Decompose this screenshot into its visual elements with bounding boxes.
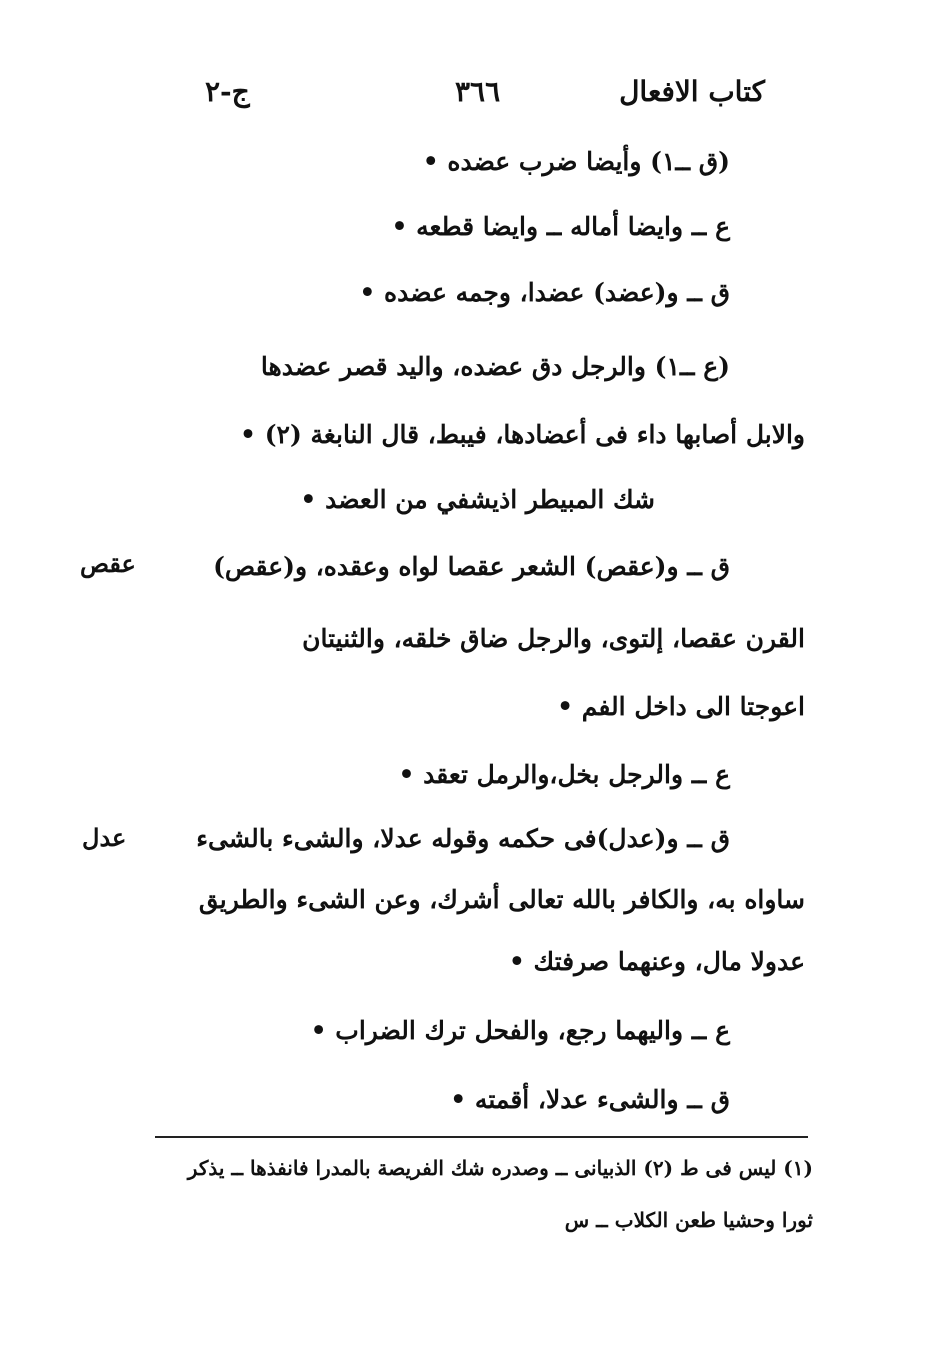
text-line-7: ق ــ و(عقص) الشعر عقصا لواه وعقده، و(عقص) [213,552,730,581]
footnote-divider [155,1136,808,1138]
text-line-8: القرن عقصا، إلتوى، والرجل ضاق خلقه، والثنيتان [302,624,805,653]
text-line-13: عدولا مال، وعنهما صرفتك • [508,947,805,976]
text-line-10: ع ــ والرجل بخل،والرمل تعقد • [398,760,730,789]
text-line-14: ع ــ واليهما رجع، والفحل ترك الضراب • [310,1016,730,1045]
text-line-2: ع ــ وايضا أماله ــ وايضا قطعه • [391,212,730,241]
volume-label: ج-٢ [205,75,250,108]
book-title: كتاب الافعال [619,75,765,108]
text-line-6: شك المبيطر اذيشفي من العضد • [300,485,655,514]
text-line-11: ق ــ و(عدل)فى حكمه وقوله عدلا، والشىء بالشىء [196,824,730,853]
text-line-5: والابل أصابها داء فى أعضادها، فيبط، قال النابغة (٢) • [240,420,805,449]
footnote-line-1: (١) ليس فى ط (٢) الذبيانى ــ وصدره شك الفريصة بالمدرا فانفذها ــ يذكر [187,1156,813,1180]
margin-note-adl: عدل [82,823,127,852]
text-line-1: (ق ــ١) وأيضا ضرب عضده • [422,147,730,176]
text-line-3: ق ــ و(عضد) عضدا، وجمه عضده • [359,278,730,307]
footnote-line-2: ثورا وحشيا طعن الكلاب ــ س [564,1208,813,1232]
text-line-9: اعوجتا الى داخل الفم • [557,692,805,721]
page-number: ٣٦٦ [455,75,501,108]
text-line-15: ق ــ والشىء عدلا، أقمته • [450,1085,730,1114]
margin-note-aqas: عقص [80,549,136,578]
text-line-12: ساواه به، والكافر بالله تعالى أشرك، وعن الشىء والطريق [198,885,805,914]
text-line-4: (ع ــ١) والرجل دق عضده، واليد قصر عضدها [260,352,730,381]
